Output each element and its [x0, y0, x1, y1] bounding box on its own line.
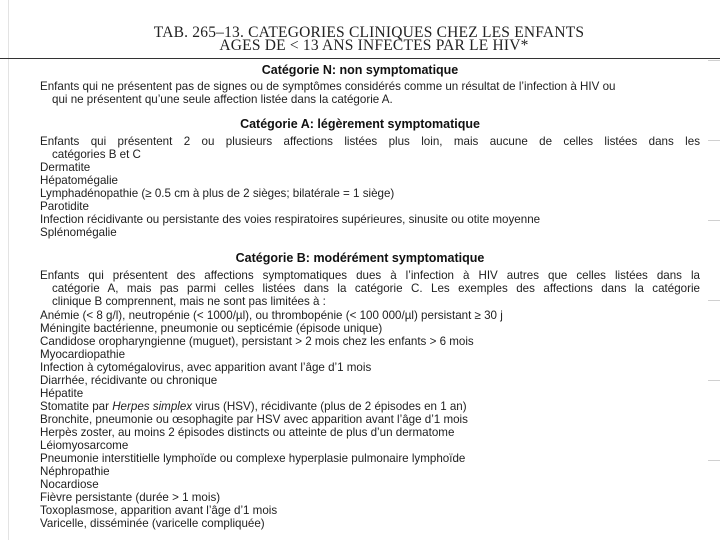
category-b-item: Bronchite, pneumonie ou œsophagite par HSV avec apparition avant l’âge d’1 mois [40, 413, 468, 426]
category-b-line: Enfants qui présentent des affections symptomatiques dues à l’infection à HIV autres que celles listées dans la [40, 269, 700, 282]
category-b-item: Léiomyosarcome [40, 439, 129, 452]
page-edge-line [8, 0, 9, 540]
category-b-line: catégorie A, mais pas parmi celles listées dans la catégorie C. Les exemples des affections dans la catégorie [52, 282, 700, 295]
category-b-item: Candidose oropharyngienne (muguet), persistant > 2 mois chez les enfants > 6 mois [40, 335, 474, 348]
category-n-line: qui ne présentent qu’une seule affection listée dans la catégorie A. [52, 93, 393, 106]
table-title-line-2: AGES DE < 13 ANS INFECTES PAR LE HIV* [219, 37, 529, 54]
category-b-item: Varicelle, disséminée (varicelle compliquée) [40, 517, 265, 530]
category-b-item: Fièvre persistante (durée > 1 mois) [40, 491, 221, 504]
category-a-item: Parotidite [40, 200, 89, 213]
side-tabs [706, 0, 720, 540]
category-a-item: Hépatomégalie [40, 174, 118, 187]
category-b-item: Myocardiopathie [40, 348, 126, 361]
category-b-heading: Catégorie B: modérément symptomatique [235, 251, 485, 265]
category-a-item: Lymphadénopathie (≥ 0.5 cm à plus de 2 sièges; bilatérale = 1 siège) [40, 187, 395, 200]
category-a-line: Enfants qui présentent 2 ou plusieurs affections listées plus loin, mais aucune de celles listées dans les [40, 135, 700, 148]
category-a-line: catégories B et C [52, 148, 141, 161]
category-a-heading: Catégorie A: légèrement symptomatique [240, 117, 480, 131]
category-b-item: Méningite bactérienne, pneumonie ou septicémie (épisode unique) [40, 322, 383, 335]
category-b-line: clinique B comprennent, mais ne sont pas limitées à : [52, 295, 326, 308]
category-b-item: Néphropathie [40, 465, 110, 478]
category-b-item: Stomatite par Herpes simplex virus (HSV), récidivante (plus de 2 épisodes en 1 an) [40, 400, 467, 413]
category-b-item: Pneumonie interstitielle lymphoïde ou complexe hyperplasie pulmonaire lymphoïde [40, 452, 466, 465]
category-a-item: Dermatite [40, 161, 91, 174]
category-b-item: Hépatite [40, 387, 84, 400]
category-b-item: Nocardiose [40, 478, 99, 491]
table-title-line-1: TAB. 265–13. CATEGORIES CLINIQUES CHEZ LES ENFANTS [153, 24, 585, 41]
category-b-item: Anémie (< 8 g/l), neutropénie (< 1000/µl), ou thrombopénie (< 100 000/µl) persistant ≥ 30 j [40, 309, 503, 322]
category-b-item: Toxoplasmose, apparition avant l’âge d’1 mois [40, 504, 278, 517]
category-a-item: Infection récidivante ou persistante des voies respiratoires supérieures, sinusite ou otite moyenne [40, 213, 541, 226]
category-n-line: Enfants qui ne présentent pas de signes ou de symptômes considérés comme un résultat de l’infection à HIV ou [40, 80, 616, 93]
category-a-item: Splénomégalie [40, 226, 117, 239]
category-b-item: Infection à cytomégalovirus, avec apparition avant l’âge d’1 mois [40, 361, 372, 374]
title-rule [0, 58, 720, 59]
category-b-item: Diarrhée, récidivante ou chronique [40, 374, 218, 387]
category-b-item: Herpès zoster, au moins 2 épisodes distincts ou atteinte de plus d’un dermatome [40, 426, 455, 439]
category-n-heading: Catégorie N: non symptomatique [261, 63, 459, 77]
